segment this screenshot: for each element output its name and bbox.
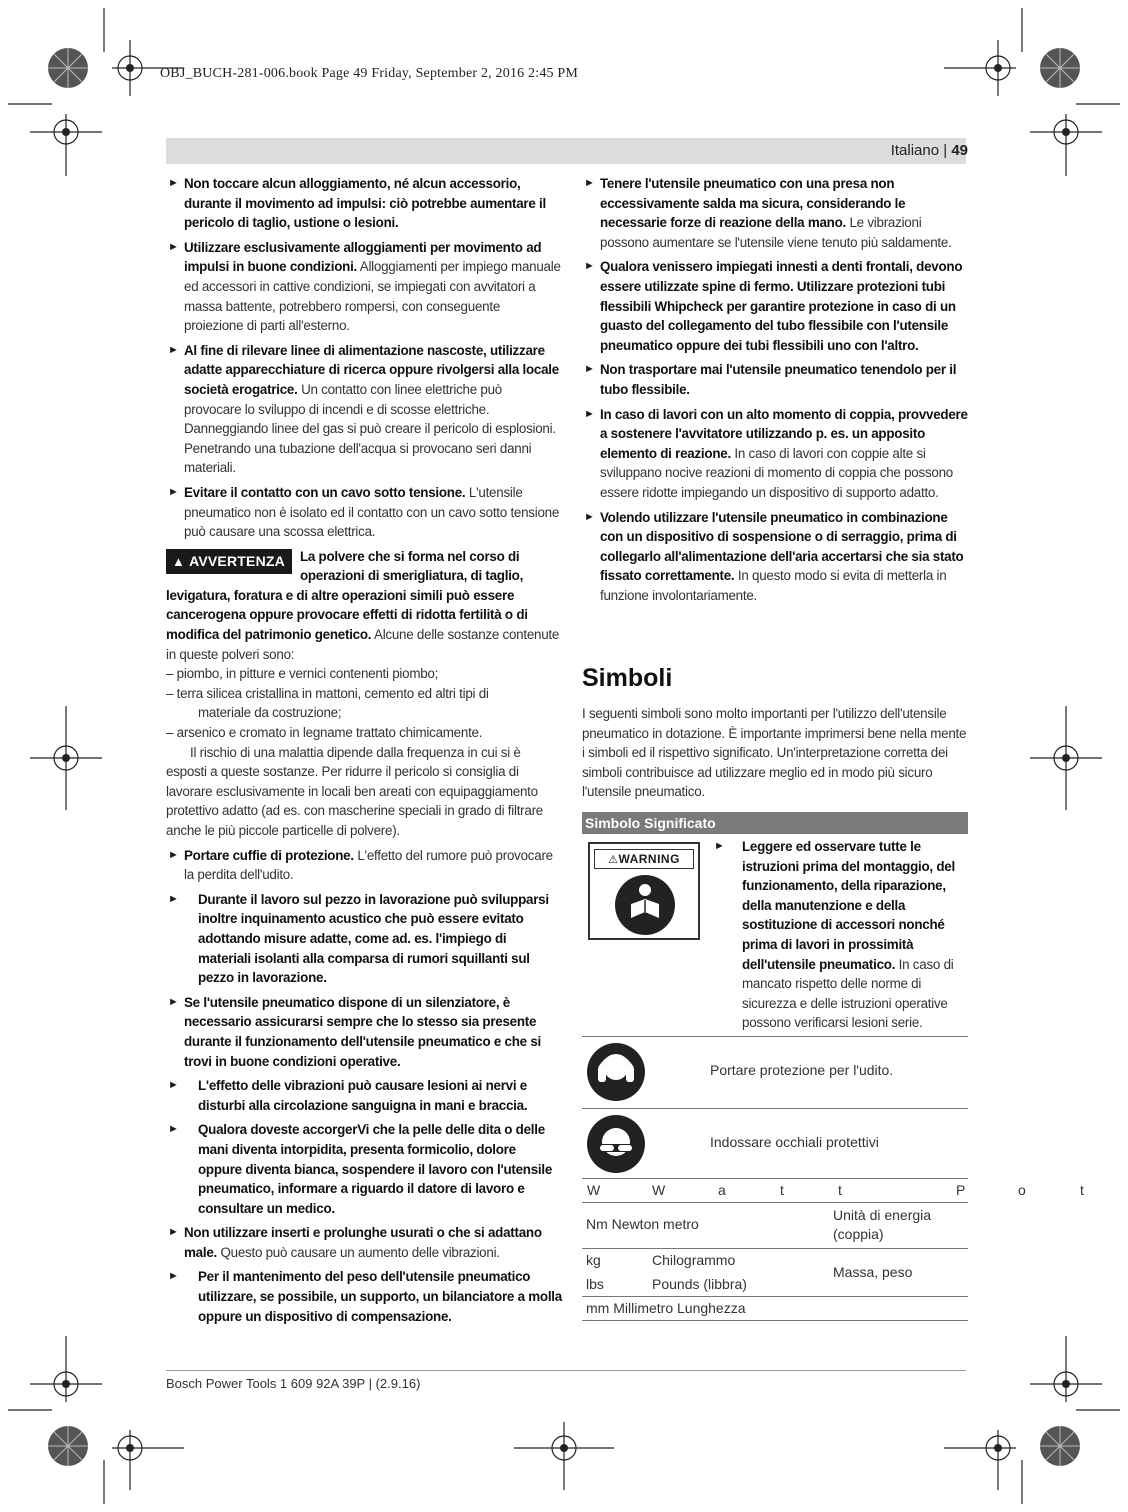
footer-rule [166,1370,966,1371]
symbols-intro: I seguenti simboli sono molto importanti per l'utilizzo dell'utensile pneumatico in dotazione. È importante imprimersi bene nella mente i simboli ed il rispettivo significato. Un'interpretazione corretta dei simboli contribuisce ad utilizzare meglio ed in modo più sicuro l'utensile pneumatico. [582,706,967,800]
manual-bold-text: Leggere ed osservare tutte le istruzioni prima del montaggio, del funzionamento, della riparazione, della manutenzione e della sostituzione di accessori nonché prima di lavori in prossimità dell'utensile pneumatico. [742,839,955,972]
unit-lbs-symbol: lbs [586,1276,604,1292]
safety-bullet-item [166,1076,562,1115]
scatter-letter: o [1018,1182,1026,1198]
left-items-continued [166,846,562,1327]
table-divider [582,1248,968,1249]
manual-normal-text: In caso di mancato rispetto delle norme di sicurezza e delle istruzioni operative possono verificarsi lesioni serie. [742,956,954,1031]
bullet-icon: ► [168,848,179,861]
warning-label: ⚠WARNING [594,849,694,869]
table-divider [582,1178,968,1179]
bullet-icon: ► [584,363,595,376]
safety-bullet-item [166,1120,562,1218]
read-manual-icon [614,874,676,936]
substance-list [166,664,562,742]
bullet-bold-text: In caso di lavori con un alto momento di coppia, provvedere a sostenere l'avvitatore utilizzando p. es. un apposito elemento di reazione. [600,406,968,461]
bullet-icon: ► [168,1270,179,1283]
warning-normal-text: Alcune delle sostanze contenute in queste polveri sono: [166,627,560,662]
bullet-bold-text: Portare cuffie di protezione. [184,847,354,863]
ear-protection-text: Portare protezione per l'udito. [710,1062,894,1078]
bullet-normal-text: L'effetto del rumore può provocare la perdita dell'udito. [184,847,553,883]
header-language: Italiano [890,142,940,159]
warning-manual-symbol [588,842,700,940]
bullet-bold-text: Qualora venissero impiegati innesti a denti frontali, devono essere utilizzate spine di fermo. Utilizzare protezioni tubi flessibili Whipcheck per garantire protezione in caso di un guasto del collegamento del tubo flessibile con l'utensile pneumatico oppure dei tubi flessibili uno con l'altro. [600,259,963,353]
bullet-icon: ► [168,1226,179,1239]
unit-nm: Nm Newton metro [586,1216,699,1232]
left-column [166,174,562,1331]
safety-bullet-item [166,890,562,988]
page-footer: Bosch Power Tools 1 609 92A 39P | (2.9.16) [166,1376,421,1391]
page-header [891,142,968,159]
bullet-normal-text: Alloggiamenti per impiego manuale ed accessori in cattive condizioni, se impiegati con avvitatori a massa battente, potrebbero rompersi, con conseguente proiezione di parti all'esterno. [184,259,561,334]
safety-bullet-item [166,238,562,336]
scatter-letter: a [718,1182,726,1198]
bullet-normal-text: Questo può causare un aumento delle vibrazioni. [217,1244,500,1260]
bullet-bold-text: Utilizzare esclusivamente alloggiamenti per movimento ad impulsi in buone condizioni. [184,239,542,275]
bullet-bold-text: Evitare il contatto con un cavo sotto tensione. [184,484,466,500]
eye-protection-text: Indossare occhiali protettivi [710,1134,879,1150]
bullet-icon: ► [168,343,179,356]
risk-paragraph: Il rischio di una malattia dipende dalla frequenza in cui si è esposti a queste sostanze. Per ridurre il pericolo si consiglia di lavorare esclusivamente in locali ben areati con equipaggiamento protettivo adatto (ad es. con mascherine speciali in grado di filtrare anche le più piccole particelle di polvere). [166,744,543,838]
bullet-icon: ► [168,177,179,189]
safety-bullet-item [582,508,968,606]
bullet-bold-text: Durante il lavoro sul pezzo in lavorazione può svilupparsi inoltre inquinamento acustico che può essere evitato adottando misure adatte, come ad. es. l'impiego di materiali isolanti alla comparsa di rumori squillanti sul pezzo in lavorazione. [198,891,549,986]
right-items [582,174,968,605]
bullet-icon: ► [714,840,725,852]
page-number: 49 [951,142,968,159]
table-divider [582,1036,968,1037]
bullet-normal-text: Un contatto con linee elettriche può provocare lo sviluppo di incendi e di scosse elettriche. Danneggiando linee del gas si può creare il pericolo di esplosioni. Penetrando una tubazione dell'acqua si provocano seri danni materiali. [184,381,556,476]
safety-bullet-item [582,360,968,399]
warning-triangle-icon: ⚠ [608,854,619,866]
bullet-bold-text: Tenere l'utensile pneumatico con una presa non eccessivamente salda ma sicura, considerando le necessarie forze di reazione della mano. [600,176,906,231]
bullet-icon: ► [168,485,179,498]
scatter-letter: W [587,1182,601,1198]
ear-protection-icon [586,1042,646,1102]
unit-mass-meaning: Massa, peso [833,1264,913,1280]
bullet-bold-text: L'effetto delle vibrazioni può causare lesioni ai nervi e disturbi alla circolazione sanguigna in mani e braccia. [198,1078,528,1113]
safety-bullet-item [166,341,562,478]
bullet-normal-text: In questo modo si evita di metterla in funzione involontariamente. [600,568,947,603]
substance-item: – arsenico e cromato in legname trattato chimicamente. [166,725,483,741]
safety-bullet-item [582,174,968,252]
unit-kg-name: Chilogrammo [652,1252,736,1268]
bullet-icon: ► [168,1079,179,1092]
bullet-icon: ► [168,240,179,253]
print-info-line: OBJ_BUCH-281-006.book Page 49 Friday, September 2, 2016 2:45 PM [160,66,579,81]
safety-bullet-item [166,993,562,1071]
scatter-letter: t [1080,1182,1084,1198]
table-divider [582,1202,968,1203]
bullet-normal-text: L'utensile pneumatico non è isolato ed il contatto con un cavo sotto tensione può causare una scossa elettrica. [184,484,560,540]
substance-item-continued: materiale da costruzione; [198,705,342,721]
eye-protection-icon [586,1114,646,1174]
page-header-band [166,138,966,164]
safety-bullet-item [166,1223,562,1262]
bullet-icon: ► [584,407,595,420]
scatter-letter: t [838,1182,842,1198]
bullet-bold-text: Se l'utensile pneumatico dispone di un silenziatore, è necessario assicurarsi sempre che lo stesso sia presente durante il funzionamento dell'utensile pneumatico e che si trovi in buone condizioni operative. [184,994,541,1069]
warning-bold-text: La polvere che si forma nel corso di operazioni di smerigliatura, di taglio, levigatura, foratura e di altre operazioni simili può essere cancerogena oppure provocare effetti di ridotta fertilità o di modifica del patrimonio genetico. [166,548,528,643]
bullet-bold-text: Qualora doveste accorgerVi che la pelle delle dita o delle mani diventa intorpidita, presenta formicolio, dolore oppure diventa bianca, sospendere il lavoro con l'utensile pneumatico, informare a riguardo il datore di lavoro e consultare un medico. [198,1122,553,1216]
scatter-letter: t [780,1182,784,1198]
bullet-icon: ► [584,177,595,189]
substance-item: – terra silicea cristallina in mattoni, cemento ed altri tipi di [166,685,489,701]
bullet-icon: ► [584,510,595,523]
substance-item: – piombo, in pitture e vernici contenenti piombo; [166,666,439,682]
safety-bullet-item [166,846,562,885]
bullet-icon: ► [168,1123,179,1136]
manual-symbol-meaning [712,837,968,1038]
table-divider [582,1296,968,1297]
safety-bullet-item [582,405,968,503]
bullet-bold-text: Per il mantenimento del peso dell'utensile pneumatico utilizzare, se possibile, un supporto, un bilanciatore a molla oppure un dispositivo di compensazione. [198,1269,562,1324]
right-column [582,174,968,610]
unit-lbs-name: Pounds (libbra) [652,1276,747,1292]
bullet-normal-text: Le vibrazioni possono aumentare se l'utensile viene tenuto più saldamente. [600,215,952,250]
header-separator: | [939,142,952,159]
safety-bullet-item [166,174,562,233]
unit-mm: mm Millimetro Lunghezza [586,1300,746,1316]
bullet-bold-text: Al fine di rilevare linee di alimentazione nascoste, utilizzare adatte apparecchiature di ricerca oppure rivolgersi alla locale società erogatrice. [184,342,559,397]
scatter-letter: W [652,1182,666,1198]
unit-nm-meaning: Unità di energia (coppia) [833,1207,932,1242]
warning-badge-label: AVVERTENZA [189,552,285,569]
unit-kg-symbol: kg [586,1252,601,1268]
bullet-icon: ► [168,995,179,1008]
warning-block [166,547,562,841]
section-title-simboli: Simboli [582,664,673,692]
scatter-letter: P [956,1182,966,1198]
safety-bullet-item [166,483,562,542]
bullet-bold-text: Volendo utilizzare l'utensile pneumatico in combinazione con un dispositivo di sospensione o di serraggio, prima di collegarlo all'alimentazione dell'aria accertarsi che sia stato fissato correttamente. [600,509,964,584]
warning-triangle-icon: ▲ [172,553,186,569]
bullet-normal-text: In caso di lavori con coppie alte si sviluppano nocive reazioni di momento di coppia che possono essere ridotte impiegando un dispositivo di supporto adatto. [600,445,953,500]
bullet-bold-text: Non utilizzare inserti e prolunghe usurati o che si adattano male. [184,1225,542,1260]
table-divider [582,1108,968,1109]
warning-badge [166,549,292,574]
safety-bullet-item [582,257,968,355]
bullet-bold-text: Non toccare alcun alloggiamento, né alcun accessorio, durante il movimento ad impulsi: ciò potrebbe aumentare il pericolo di taglio, ustione o lesioni. [184,176,546,231]
bullet-icon: ► [584,260,595,273]
symbols-table-header: Simbolo Significato [582,812,968,834]
safety-bullet-item [166,1267,562,1326]
bullet-icon: ► [168,892,179,905]
table-divider [582,1320,968,1321]
left-items [166,174,562,542]
bullet-bold-text: Non trasportare mai l'utensile pneumatico tenendolo per il tubo flessibile. [600,362,957,397]
